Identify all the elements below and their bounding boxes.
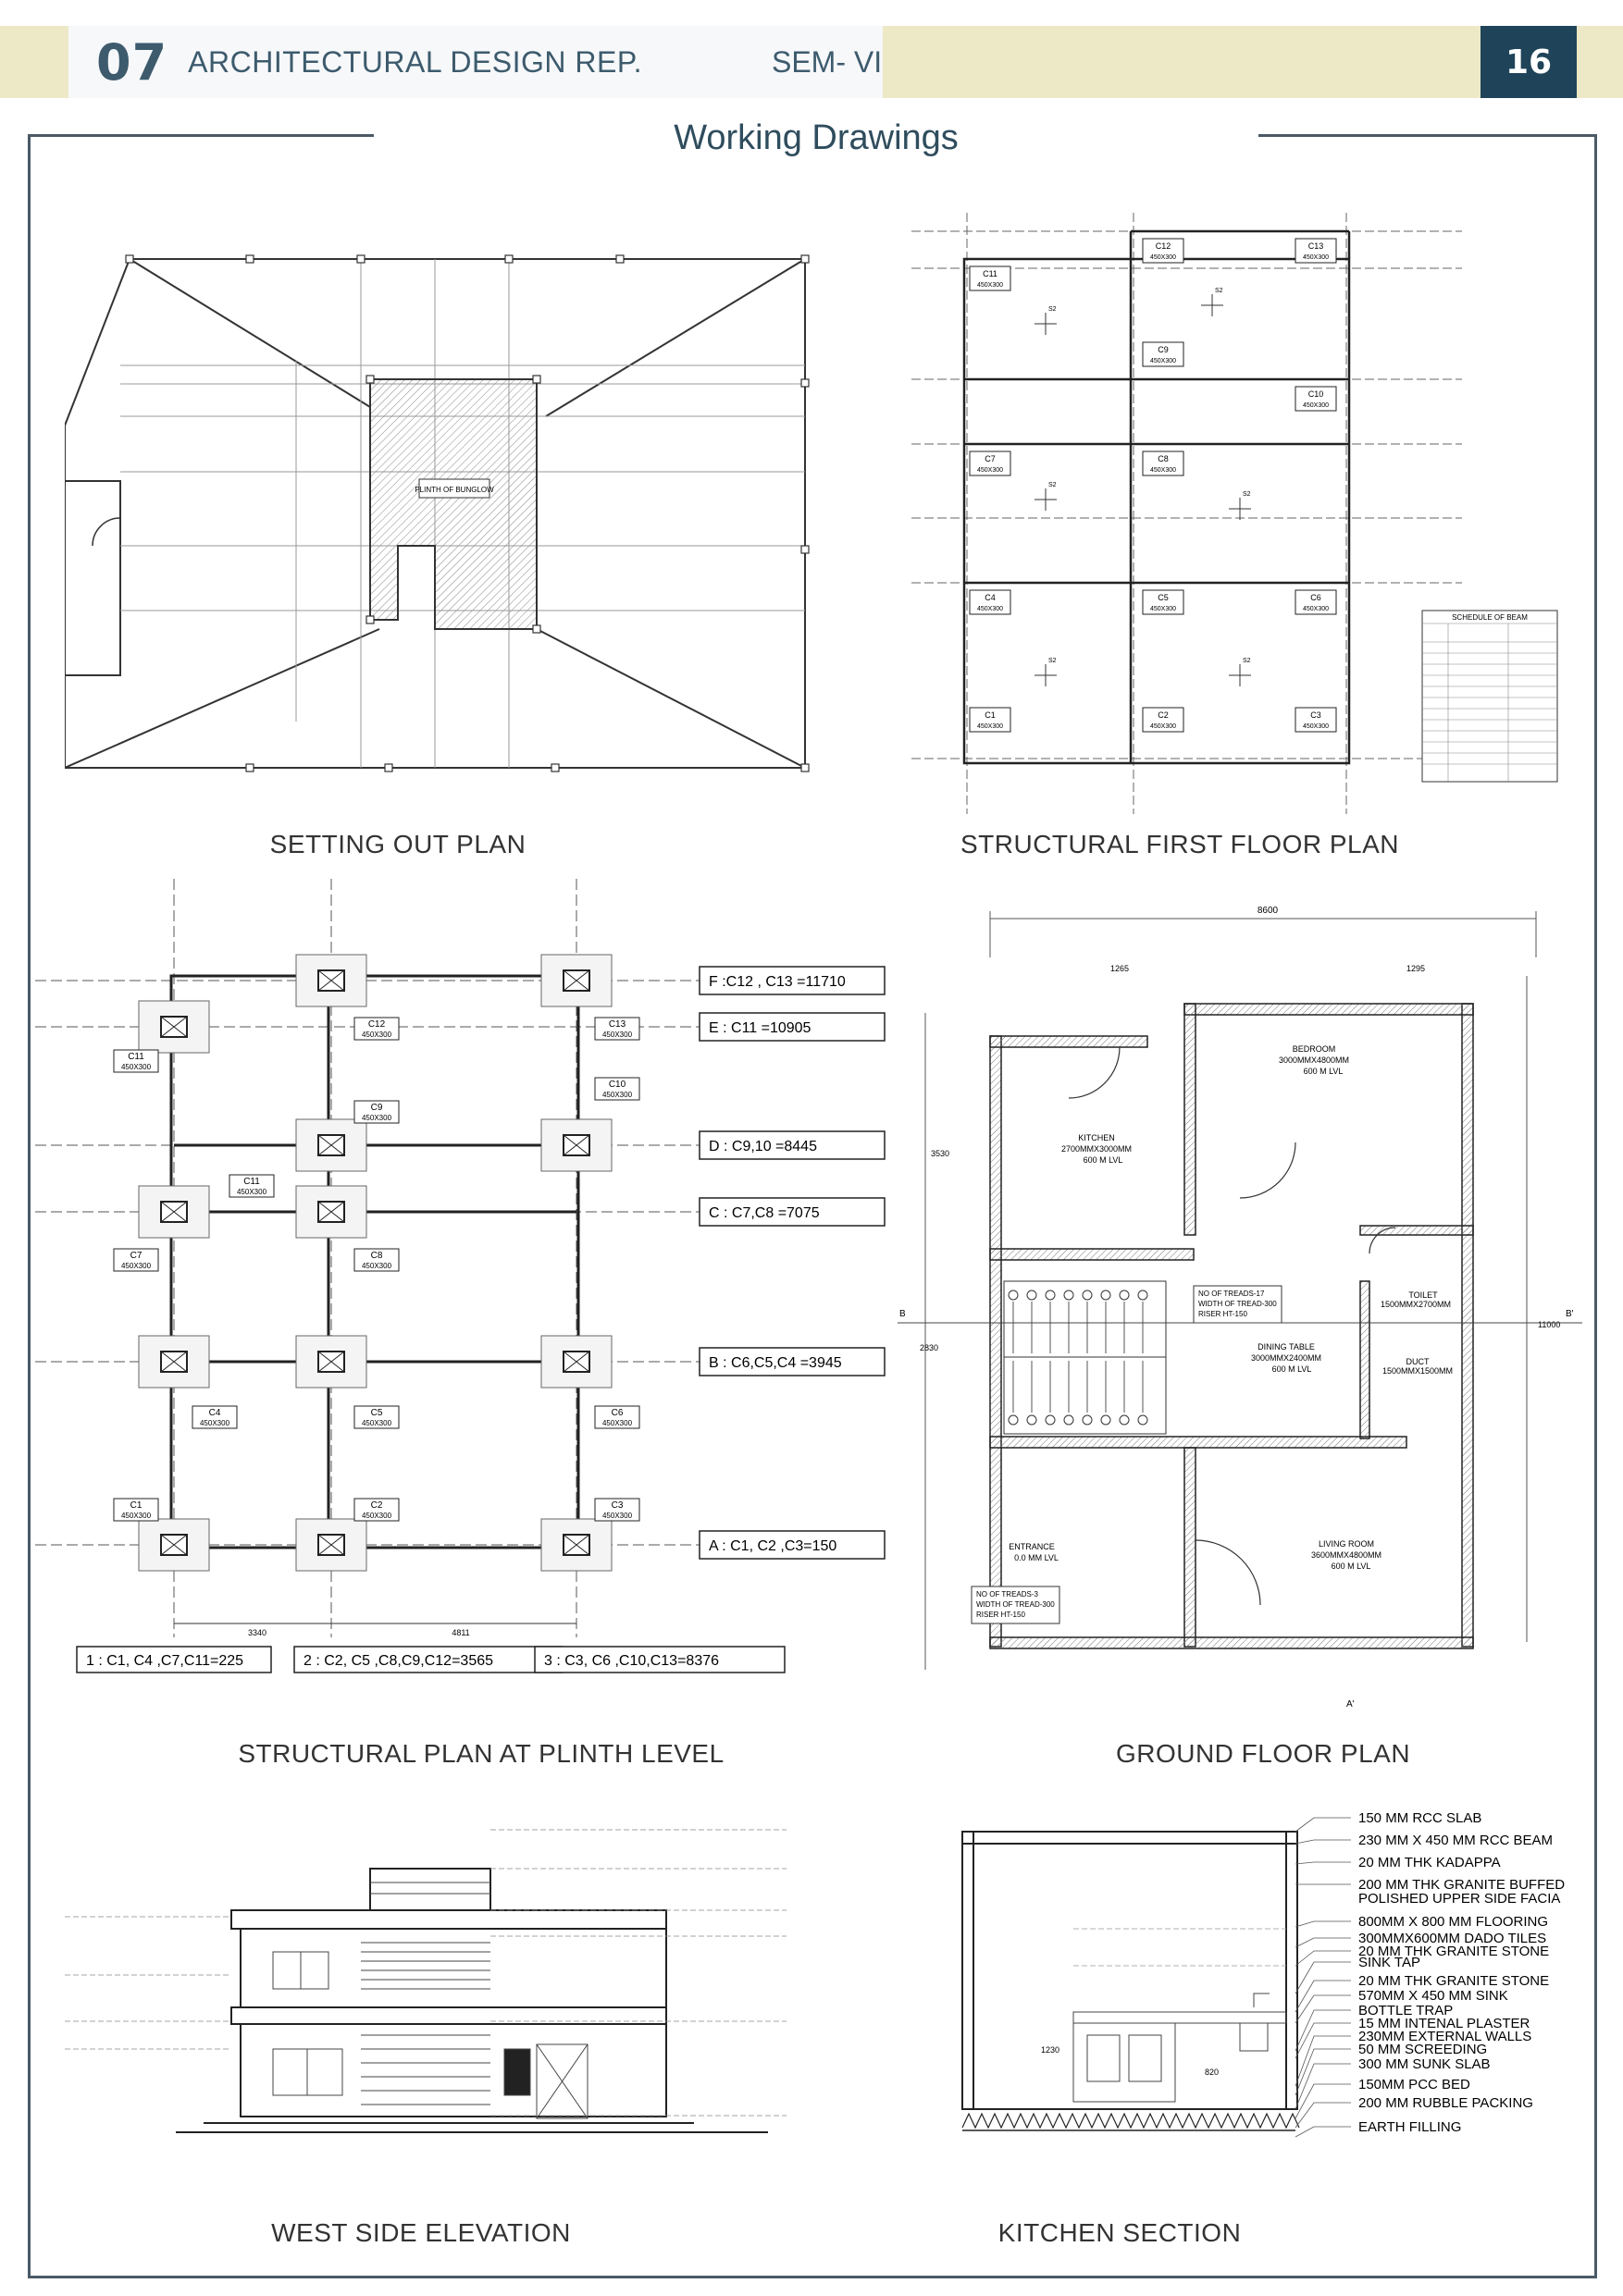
frame-top-right (1258, 134, 1597, 137)
gf-dim-c: 3530 (931, 1149, 950, 1158)
toilet-label: TOILET (1408, 1290, 1438, 1300)
baluster (1064, 1415, 1073, 1425)
slab-label: S2 (1048, 658, 1057, 664)
baluster (1138, 1290, 1147, 1300)
baluster (1009, 1415, 1018, 1425)
ff-column-label: C12 (1155, 241, 1171, 251)
plinth-column-label: C1 (130, 1500, 142, 1511)
ff-column-label: C9 (1158, 345, 1169, 354)
kitchen-section (925, 1808, 1573, 2202)
ground-floor-plan (898, 902, 1582, 1716)
ff-column-label: C4 (985, 593, 996, 602)
baluster (1009, 1290, 1018, 1300)
baluster (1083, 1290, 1092, 1300)
bedroom-size: 3000MMX4800MM (1278, 1055, 1350, 1065)
plinth-column-label: C2 (370, 1500, 383, 1511)
semester-label: SEM- VI (771, 44, 883, 79)
kitchen-layer-label: BOTTLE TRAP (1358, 2003, 1454, 2018)
plinth-column-size: 450X300 (120, 1063, 152, 1071)
baluster (1046, 1290, 1055, 1300)
leader-line (1295, 1962, 1351, 1994)
level-tag-text: E : C11 =10905 (709, 1020, 812, 1036)
caption-ground-floor: GROUND FLOOR PLAN (1115, 1739, 1411, 1768)
stair-note-3: RISER HT-150 (1198, 1310, 1247, 1318)
plinth-column-label: C11 (243, 1177, 260, 1187)
kitchen-label: KITCHEN (1078, 1133, 1115, 1142)
baluster (1120, 1415, 1129, 1425)
ff-column-size: 450X300 (1149, 723, 1177, 730)
ff-column-label: C10 (1307, 389, 1324, 399)
leader-line (1295, 2127, 1351, 2137)
baluster (1101, 1415, 1110, 1425)
kitchen-dim-2: 820 (1205, 2068, 1220, 2077)
ff-column-label: C7 (985, 454, 996, 463)
plinth-column-label: C12 (367, 1019, 386, 1030)
caption-structural-first: STRUCTURAL FIRST FLOOR PLAN (960, 830, 1399, 858)
ff-column-size: 450X300 (976, 723, 1004, 730)
plinth-column-size: 450X300 (601, 1512, 633, 1520)
plinth-column-size: 450X300 (361, 1114, 392, 1122)
plinth-column-label: C5 (370, 1408, 383, 1418)
plinth-column-label: C9 (370, 1103, 383, 1113)
ff-column-size: 450X300 (1302, 723, 1330, 730)
kitchen-leaders (1295, 1818, 1351, 2137)
slab-label: S2 (1243, 491, 1251, 498)
bottom-tag-text: 2 : C2, C5 ,C8,C9,C12=3565 (304, 1653, 494, 1669)
kitchen-layer-label: 20 MM THK GRANITE STONE (1358, 1944, 1550, 1959)
bedroom-level: 600 M LVL (1303, 1067, 1344, 1076)
leader-line (1295, 2103, 1351, 2128)
dining-label: DINING TABLE (1258, 1342, 1315, 1352)
baluster (1083, 1415, 1092, 1425)
page-title: Working Drawings (674, 118, 959, 157)
gf-dim-overall: 8600 (1257, 906, 1279, 916)
rubble-packing (962, 2114, 1299, 2130)
ff-column-label: C8 (1158, 454, 1169, 463)
plinth-column-label: C10 (608, 1080, 626, 1090)
entrance-label: ENTRANCE (1009, 1542, 1055, 1551)
ff-column-label: C11 (983, 269, 997, 278)
kitchen-layer-label: SINK TAP (1358, 1955, 1420, 1970)
stair-note-2: WIDTH OF TREAD-300 (1198, 1300, 1277, 1308)
leader-line (1295, 2023, 1351, 2058)
ff-column-size: 450X300 (1302, 254, 1330, 261)
duct-label: DUCT (1406, 1357, 1430, 1366)
plinth-column-label: C8 (370, 1251, 383, 1261)
kitchen-layer-label: 150 MM RCC SLAB (1358, 1810, 1482, 1826)
leader-line (1295, 1818, 1351, 1832)
kitchen-layer-label: EARTH FILLING (1358, 2119, 1462, 2135)
kitchen-dim-1: 1230 (1041, 2045, 1060, 2055)
plinth-level-tags (700, 967, 885, 1559)
ff-column-size: 450X300 (976, 282, 1004, 289)
report-title: ARCHITECTURAL DESIGN REP. (188, 44, 642, 79)
plinth-column-size: 450X300 (199, 1419, 230, 1427)
dining-level: 600 M LVL (1271, 1364, 1312, 1374)
plinth-label: PLINTH OF BUNGLOW (415, 486, 494, 494)
kitchen-layer-label: 230 MM X 450 MM RCC BEAM (1358, 1833, 1554, 1848)
kitchen-size: 2700MMX3000MM (1060, 1144, 1133, 1154)
level-tag-text: A : C1, C2 ,C3=150 (709, 1538, 837, 1554)
plinth-bottom-tags (77, 1647, 785, 1673)
section-mark-b-prime: B' (1566, 1309, 1574, 1319)
plinth-dim-1: 3340 (247, 1628, 267, 1637)
level-tag-text: F :C12 , C13 =11710 (709, 974, 846, 990)
plinth-column-size: 450X300 (361, 1419, 392, 1427)
slab-arrow-icon (1035, 313, 1057, 335)
ff-column-label: C2 (1158, 710, 1169, 720)
beam-schedule-title: SCHEDULE OF BEAM (1452, 613, 1528, 622)
ff-column-size: 450X300 (1149, 606, 1177, 612)
chapter-number: 07 (96, 32, 168, 92)
plinth-column-size: 450X300 (361, 1512, 392, 1520)
level-tag-text: B : C6,C5,C4 =3945 (709, 1355, 842, 1371)
entry-note-3: RISER HT-150 (976, 1611, 1025, 1619)
section-mark-b: B (899, 1309, 906, 1319)
kitchen-layer-label: 300MMX600MM DADO TILES (1358, 1931, 1547, 1946)
slab-arrow-icon (1035, 488, 1057, 511)
ff-column-label: C13 (1307, 241, 1324, 251)
living-label: LIVING ROOM (1318, 1539, 1375, 1549)
plinth-column-size: 450X300 (236, 1188, 267, 1196)
dining-size: 3000MMX2400MM (1250, 1353, 1322, 1363)
gf-dim-e: 11000 (1538, 1320, 1561, 1329)
baluster (1101, 1290, 1110, 1300)
plinth-column-size: 450X300 (601, 1031, 633, 1039)
structural-plinth-plan (35, 879, 896, 1693)
ff-column-size: 450X300 (976, 467, 1004, 474)
baluster (1138, 1415, 1147, 1425)
leader-line (1295, 1951, 1351, 1966)
gf-dim-a: 1265 (1109, 964, 1130, 973)
baluster (1064, 1290, 1073, 1300)
kitchen-layer-label: 150MM PCC BED (1358, 2077, 1470, 2092)
kitchen-layer-label: 20 MM THK GRANITE STONE (1358, 1973, 1550, 1989)
level-tag-text: C : C7,C8 =7075 (709, 1205, 820, 1221)
structural-first-floor-plan (907, 213, 1564, 842)
plinth-column-label: C13 (608, 1019, 626, 1030)
kitchen-layer-label: 200 MM RUBBLE PACKING (1358, 2095, 1533, 2111)
kitchen-layer-label: 50 MM SCREEDING (1358, 2042, 1488, 2057)
bottom-tag-text: 3 : C3, C6 ,C10,C13=8376 (544, 1653, 720, 1669)
slab-label: S2 (1215, 288, 1223, 294)
baluster (1120, 1290, 1129, 1300)
living-level: 600 M LVL (1331, 1562, 1371, 1571)
leader-line (1295, 1938, 1351, 1947)
slab-label: S2 (1048, 482, 1057, 488)
plinth-column-size: 450X300 (601, 1091, 633, 1099)
plinth-columns (114, 955, 639, 1571)
slab-arrow-icon (1201, 294, 1223, 316)
stair-note-1: NO OF TREADS-17 (1198, 1290, 1265, 1298)
kitchen-layer-label: 15 MM INTENAL PLASTER (1358, 2016, 1530, 2031)
baluster (1027, 1290, 1036, 1300)
plinth-column-label: C4 (208, 1408, 221, 1418)
leader-line (1295, 1862, 1351, 1864)
setting-out-plan (65, 241, 833, 814)
slab-label: S2 (1048, 306, 1057, 313)
plinth-column-size: 450X300 (361, 1031, 392, 1039)
entrance-level: 0.0 MM LVL (1014, 1553, 1059, 1562)
duct-size: 1500MMX1500MM (1381, 1366, 1454, 1376)
ff-column-label: C3 (1310, 710, 1321, 720)
ff-column-size: 450X300 (1149, 467, 1177, 474)
leader-line (1295, 1995, 1351, 2023)
header (68, 26, 883, 98)
gf-dim-d: 2830 (920, 1343, 939, 1352)
toilet-size: 1500MMX2700MM (1380, 1300, 1452, 1309)
leader-line (1295, 2010, 1351, 2051)
ff-column-size: 450X300 (976, 606, 1004, 612)
ff-column-size: 450X300 (1302, 606, 1330, 612)
kitchen-level: 600 M LVL (1083, 1155, 1123, 1165)
slab-arrow-icon (1035, 664, 1057, 686)
caption-kitchen-section: KITCHEN SECTION (997, 2218, 1242, 2247)
leader-line (1295, 1840, 1351, 1844)
caption-west-elevation: WEST SIDE ELEVATION (271, 2218, 571, 2247)
first-floor-columns (970, 239, 1336, 732)
kitchen-layer-label: POLISHED UPPER SIDE FACIA (1358, 1891, 1561, 1907)
slab-arrow-icon (1229, 498, 1251, 520)
kitchen-layer-labels (1358, 1810, 1565, 2135)
slab-arrow-icon (1229, 664, 1251, 686)
ff-column-label: C6 (1310, 593, 1321, 602)
level-tag-text: D : C9,10 =8445 (709, 1139, 817, 1154)
ff-column-size: 450X300 (1149, 254, 1177, 261)
bottom-tag-text: 1 : C1, C4 ,C7,C11=225 (86, 1653, 244, 1669)
kitchen-layer-label: 200 MM THK GRANITE BUFFED (1358, 1877, 1566, 1893)
ff-column-size: 450X300 (1302, 402, 1330, 409)
plinth-column-size: 450X300 (361, 1262, 392, 1270)
frame-top-left (28, 134, 374, 137)
plinth-column-label: C7 (130, 1251, 142, 1261)
kitchen-layer-label: 300 MM SUNK SLAB (1358, 2056, 1491, 2072)
leader-line (1295, 1981, 1351, 2012)
plinth-column-label: C11 (128, 1052, 144, 1062)
plinth-dim-2: 4811 (452, 1628, 470, 1637)
plinth-column-size: 450X300 (120, 1262, 152, 1270)
entry-note-2: WIDTH OF TREAD-300 (976, 1600, 1055, 1609)
ff-column-label: C5 (1158, 593, 1169, 602)
leader-line (1295, 2036, 1351, 2086)
baluster (1027, 1415, 1036, 1425)
baluster (1046, 1415, 1055, 1425)
entry-note-1: NO OF TREADS-3 (976, 1590, 1038, 1599)
section-mark-a-prime: A' (1346, 1699, 1355, 1710)
kitchen-layer-label: 20 MM THK KADAPPA (1358, 1855, 1501, 1870)
ff-column-size: 450X300 (1149, 358, 1177, 364)
plinth-column-size: 450X300 (601, 1419, 633, 1427)
bedroom-label: BEDROOM (1292, 1044, 1336, 1054)
west-side-elevation (65, 1827, 879, 2160)
caption-plinth: STRUCTURAL PLAN AT PLINTH LEVEL (238, 1739, 725, 1768)
kitchen-layer-label: 230MM EXTERNAL WALLS (1358, 2029, 1532, 2044)
slab-label: S2 (1243, 658, 1251, 664)
plinth-column-label: C6 (611, 1408, 624, 1418)
gf-dim-b: 1295 (1406, 964, 1426, 973)
caption-setting-out: SETTING OUT PLAN (269, 830, 527, 858)
page-number: 16 (1481, 26, 1577, 98)
plinth-column-label: C3 (611, 1500, 624, 1511)
living-size: 3600MMX4800MM (1310, 1550, 1382, 1560)
plinth-column-size: 450X300 (120, 1512, 152, 1520)
ff-column-label: C1 (985, 710, 996, 720)
leader-line (1295, 1921, 1351, 1927)
kitchen-layer-label: 570MM X 450 MM SINK (1358, 1988, 1508, 2004)
kitchen-layer-label: 800MM X 800 MM FLOORING (1358, 1914, 1549, 1930)
